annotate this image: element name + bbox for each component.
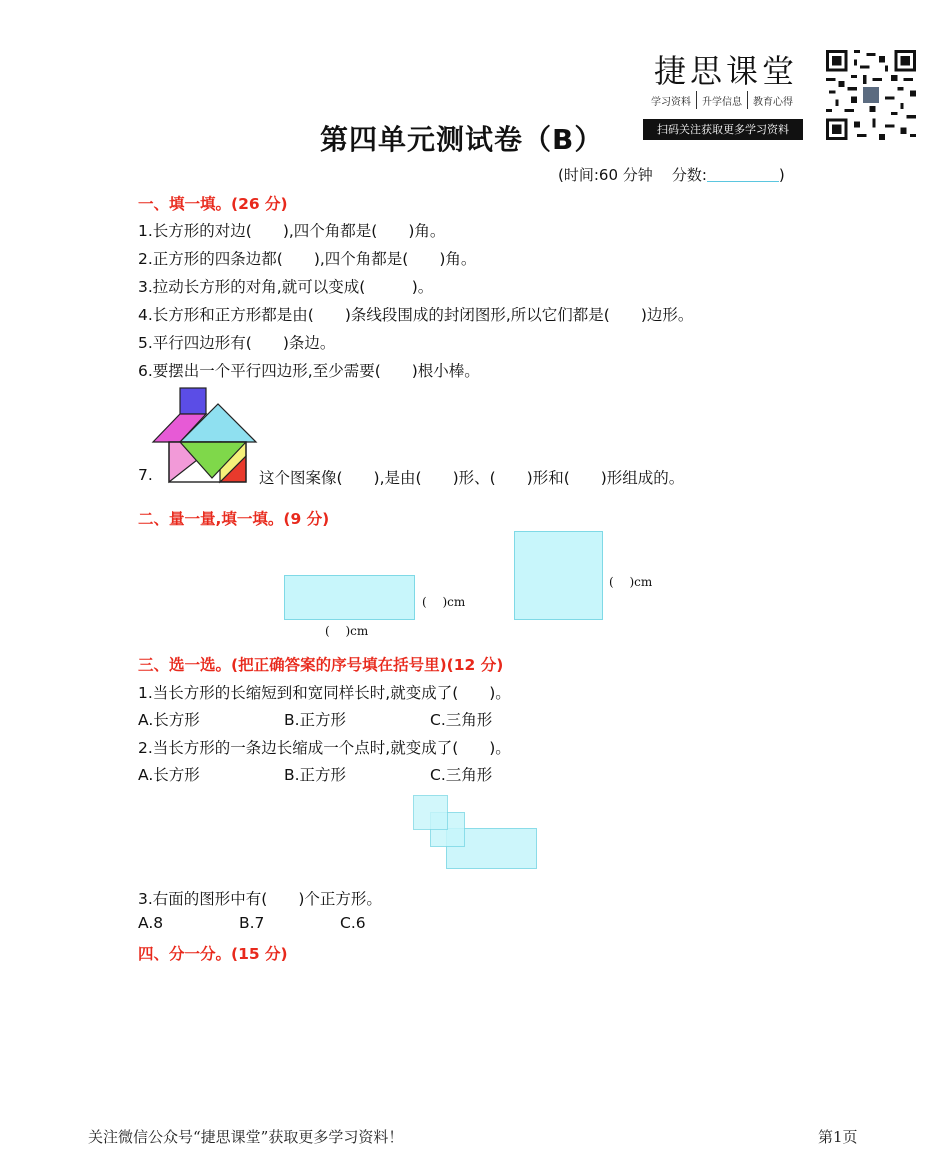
time-limit: (时间:60 分钟: [558, 166, 653, 184]
question-1-4: 4.长方形和正方形都是由( )条线段围成的封闭图形,所以它们都是( )边形。: [138, 306, 694, 324]
question-3-1: 1.当长方形的长缩短到和宽同样长时,就变成了( )。: [138, 684, 511, 702]
question-1-6: 6.要摆出一个平行四边形,至少需要( )根小棒。: [138, 362, 480, 380]
rectangle-length-blank: ( )cm: [422, 595, 466, 609]
option-c: C.三角形: [430, 766, 493, 784]
option-a: A.长方形: [138, 766, 200, 784]
section-heading-3: 三、选一选。(把正确答案的序号填在括号里)(12 分): [138, 656, 504, 674]
option-c: C.6: [340, 914, 366, 932]
page-number: 第1页: [818, 1128, 858, 1146]
question-3-2-options: [138, 763, 492, 785]
measure-square: [514, 531, 603, 620]
exam-meta: [558, 164, 785, 185]
question-3-2: 2.当长方形的一条边长缩成一个点时,就变成了( )。: [138, 739, 511, 757]
question-1-7: 这个图案像( ),是由( )形、( )形和( )形组成的。: [259, 469, 685, 487]
rectangle-width-blank: ( )cm: [325, 624, 369, 638]
square-side-blank: ( )cm: [609, 575, 653, 589]
section-heading-1: 一、填一填。(26 分): [138, 195, 288, 213]
tangram-square: [180, 388, 206, 414]
question-1-7-number: 7.: [138, 466, 153, 484]
brand-link-education: 教育心得: [753, 97, 793, 108]
option-a: A.8: [138, 914, 164, 932]
section-heading-2: 二、量一量,填一填。(9 分): [138, 510, 330, 528]
question-1-2: 2.正方形的四条边都( ),四个角都是( )角。: [138, 250, 477, 268]
qr-code-icon: [826, 50, 916, 140]
question-3-1-options: [138, 708, 492, 730]
score-field[interactable]: [707, 166, 779, 182]
question-1-3: 3.拉动长方形的对角,就可以变成( )。: [138, 278, 434, 296]
question-1-1: 1.长方形的对边( ),四个角都是( )角。: [138, 222, 446, 240]
option-b: B.正方形: [284, 711, 347, 729]
brand-name: 捷思课堂: [654, 52, 799, 90]
tangram-house-figure: [150, 386, 260, 486]
score-label: 分数:: [671, 166, 707, 184]
option-c: C.三角形: [430, 711, 493, 729]
meta-close: ): [778, 166, 785, 184]
option-b: B.正方形: [284, 766, 347, 784]
page-title: 第四单元测试卷（B）: [320, 123, 604, 156]
figure-square-top: [413, 795, 448, 830]
footer-note: 关注微信公众号“捷思课堂”获取更多学习资料！: [88, 1128, 404, 1146]
question-3-3-options: [138, 914, 366, 932]
question-1-5: 5.平行四边形有( )条边。: [138, 334, 336, 352]
brand-link-admission: 升学信息: [702, 97, 742, 108]
brand-link-study: 学习资料: [651, 97, 691, 108]
option-b: B.7: [239, 914, 265, 932]
question-3-3: 3.右面的图形中有( )个正方形。: [138, 890, 382, 908]
option-a: A.长方形: [138, 711, 200, 729]
measure-rectangle: [284, 575, 415, 620]
brand-links: [646, 93, 798, 109]
brand-banner: 扫码关注获取更多学习资料: [643, 119, 803, 140]
section-heading-4: 四、分一分。(15 分): [138, 945, 288, 963]
